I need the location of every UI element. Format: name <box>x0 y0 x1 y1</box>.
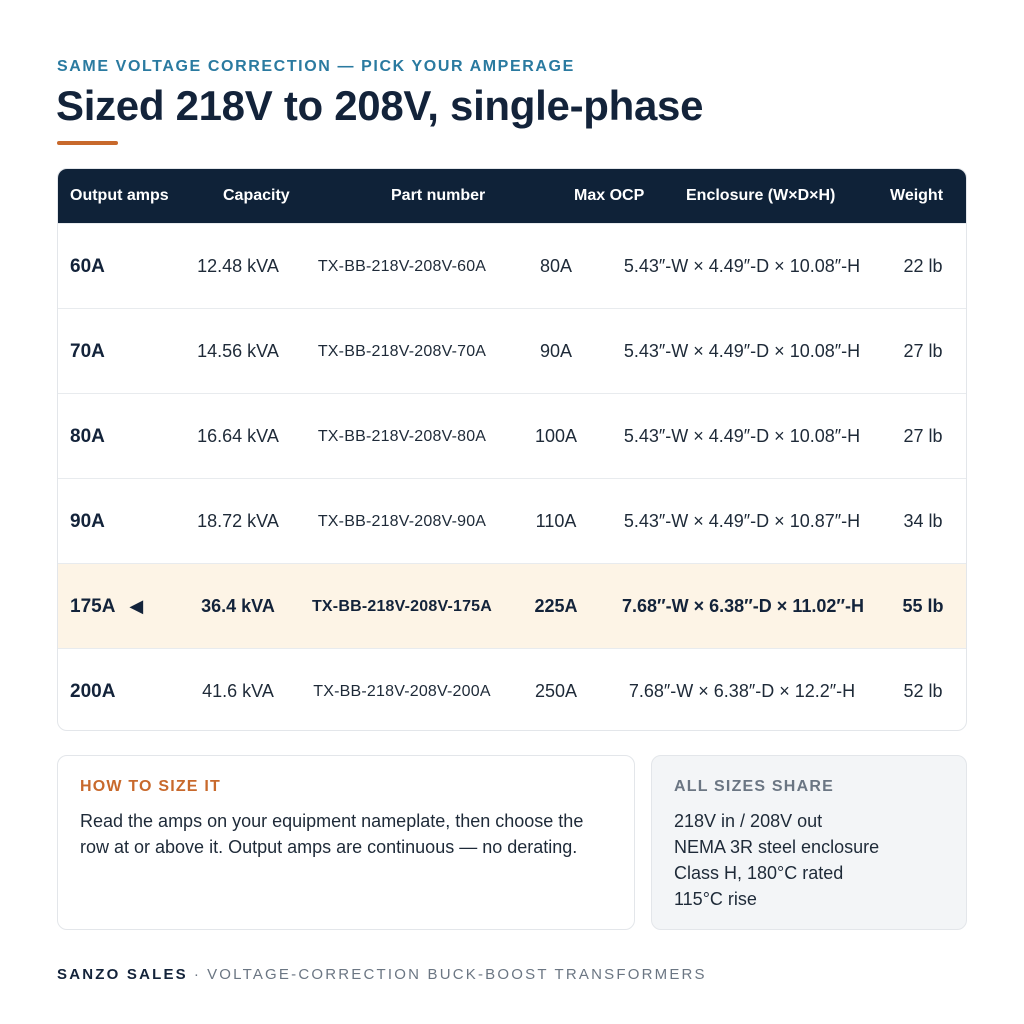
table-row <box>58 393 966 478</box>
cell-max-ocp: 225A <box>534 596 578 616</box>
output-amps-value: 70A <box>70 341 105 362</box>
cell-output-amps <box>70 479 105 564</box>
header-output-amps: Output amps <box>70 187 169 204</box>
cell-max-ocp: 100A <box>534 426 578 446</box>
cell-output-amps <box>70 649 115 731</box>
header-enclosure: Enclosure (W×D×H) <box>686 187 836 204</box>
cell-weight: 34 lb <box>903 511 943 531</box>
footer-tagline: VOLTAGE-CORRECTION BUCK-BOOST TRANSFORMERS <box>207 966 707 983</box>
all-sizes-share-list <box>674 808 944 912</box>
output-amps-value: 80A <box>70 426 105 447</box>
cell-part-number: TX-BB-218V-208V-90A <box>317 513 487 530</box>
how-to-size-body: Read the amps on your equipment nameplate, then choose the row at or above it. Output amps are continuous — no derating. <box>80 811 584 857</box>
share-item-insulation: Class H, 180°C rated <box>674 863 844 883</box>
cell-part-number: TX-BB-218V-208V-80A <box>317 428 487 445</box>
cell-weight: 52 lb <box>903 681 943 701</box>
cell-capacity: 18.72 kVA <box>197 511 279 531</box>
eyebrow-label: SAME VOLTAGE CORRECTION — PICK YOUR AMPERAGE <box>57 58 575 75</box>
cell-part-number: TX-BB-218V-208V-60A <box>317 258 487 275</box>
cell-enclosure: 7.68″-W × 6.38″-D × 11.02″-H <box>622 596 864 616</box>
all-sizes-share-title: ALL SIZES SHARE <box>674 778 834 795</box>
cell-enclosure: 5.43″-W × 4.49″-D × 10.87″-H <box>623 511 861 531</box>
table-header-row <box>58 169 966 223</box>
selected-row-arrow-icon: ◀ <box>129 596 144 616</box>
output-amps-value: 175A <box>70 596 116 617</box>
output-amps-value: 90A <box>70 511 105 532</box>
table-row <box>58 648 966 731</box>
how-to-size-title: HOW TO SIZE IT <box>80 778 221 795</box>
header-capacity: Capacity <box>223 187 290 204</box>
cell-weight: 22 lb <box>903 256 943 276</box>
cell-max-ocp: 110A <box>535 511 577 531</box>
footer-separator: · <box>193 966 202 983</box>
all-sizes-share-card <box>651 755 967 930</box>
how-to-size-card <box>57 755 635 930</box>
header-max-ocp: Max OCP <box>574 187 645 204</box>
cell-output-amps <box>70 224 105 309</box>
share-item-rise: 115°C rise <box>674 889 757 909</box>
cell-max-ocp: 90A <box>539 341 573 361</box>
cell-capacity: 14.56 kVA <box>197 341 279 361</box>
cell-weight: 27 lb <box>903 341 943 361</box>
cell-output-amps <box>70 394 105 479</box>
cell-part-number: TX-BB-218V-208V-175A <box>311 598 493 615</box>
sizing-table <box>57 168 967 731</box>
cell-capacity: 36.4 kVA <box>201 596 275 616</box>
header-weight: Weight <box>890 187 944 204</box>
cell-weight: 55 lb <box>902 596 944 616</box>
title-accent-rule <box>57 141 118 145</box>
footer <box>57 966 707 983</box>
share-item-enclosure: NEMA 3R steel enclosure <box>674 837 880 857</box>
cell-part-number: TX-BB-218V-208V-70A <box>317 343 487 360</box>
cell-output-amps <box>70 309 105 394</box>
output-amps-value: 200A <box>70 681 116 702</box>
page-title: Sized 218V to 208V, single-phase <box>56 82 704 129</box>
share-item-voltage: 218V in / 208V out <box>674 811 823 831</box>
table-row <box>58 478 966 563</box>
table-row <box>58 308 966 393</box>
cell-capacity: 12.48 kVA <box>197 256 279 276</box>
cell-max-ocp: 80A <box>539 256 573 276</box>
header-part-number: Part number <box>391 187 486 204</box>
cell-capacity: 41.6 kVA <box>202 681 274 701</box>
cell-max-ocp: 250A <box>534 681 578 701</box>
cell-capacity: 16.64 kVA <box>197 426 279 446</box>
output-amps-value: 60A <box>70 256 105 277</box>
cell-enclosure: 5.43″-W × 4.49″-D × 10.08″-H <box>623 256 861 276</box>
cell-enclosure: 5.43″-W × 4.49″-D × 10.08″-H <box>623 341 861 361</box>
cell-enclosure: 7.68″-W × 6.38″-D × 12.2″-H <box>628 681 856 701</box>
table-row-selected <box>58 563 966 648</box>
table-row <box>58 223 966 308</box>
footer-brand: SANZO SALES <box>57 966 188 983</box>
cell-enclosure: 5.43″-W × 4.49″-D × 10.08″-H <box>623 426 861 446</box>
cell-weight: 27 lb <box>903 426 943 446</box>
cell-part-number: TX-BB-218V-208V-200A <box>313 683 491 700</box>
